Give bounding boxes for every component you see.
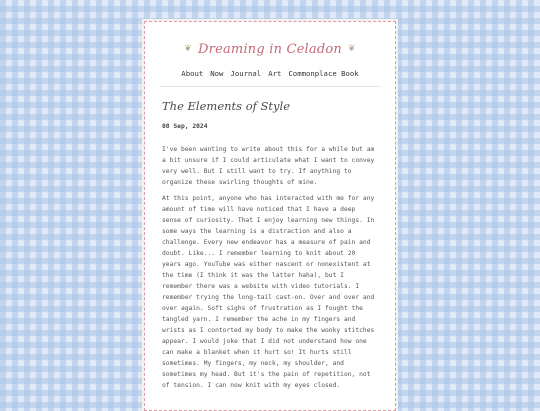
page-card (144, 21, 396, 411)
nav-journal[interactable]: Journal (230, 68, 262, 78)
nav-about[interactable]: About (181, 68, 204, 78)
site-title-link[interactable] (184, 42, 355, 57)
site-header (145, 22, 395, 57)
flourish-right-icon: ❦ (347, 44, 356, 54)
post-paragraph-2: At this point, anyone who has interacted with me for any amount of time will have noticed that I have a deep sense of curiosity. That I enjoy learning new things. In some ways the learning is a distraction and also a challenge. Every new endeavor has a measure of pain and doubt. Like... I remember learning to knit about 20 years ago. YouTube was either nascent or nonexistent at the time (I think it was the latter haha), but I remember there was a website with video tutorials. I remember trying the long-tail cast-on. Over and over and over again. Soft sighs of frustration as I fought the tangled yarn. I remember the ache in my fingers and wrists as I contorted my body to make the wonky stitches appear. I would joke that I did not understand how one can make a blanket when it hurt so! It hurts still sometimes. My fingers, my neck, my shoulder, and sometimes my head. But it's the pain of repetition, not of tension. I can now knit with my eyes closed. (162, 194, 375, 389)
post-content (145, 87, 395, 391)
nav-commonplace-book[interactable]: Commonplace Book (288, 68, 359, 78)
post-date: 08 Sep, 2024 (162, 122, 208, 130)
nav-art[interactable]: Art (268, 68, 282, 78)
site-title[interactable]: Dreaming in Celadon (198, 41, 342, 57)
flourish-left-icon: ❦ (184, 44, 193, 54)
nav-now[interactable]: Now (210, 68, 224, 78)
post-title: The Elements of Style (162, 98, 291, 113)
post-paragraph-1: I've been wanting to write about this for a while but am a bit unsure if I could articulate what I want to convey very well. But I still want to try. If anything to organize these swirling thoughts of mine. (162, 145, 375, 186)
main-nav (159, 69, 381, 87)
